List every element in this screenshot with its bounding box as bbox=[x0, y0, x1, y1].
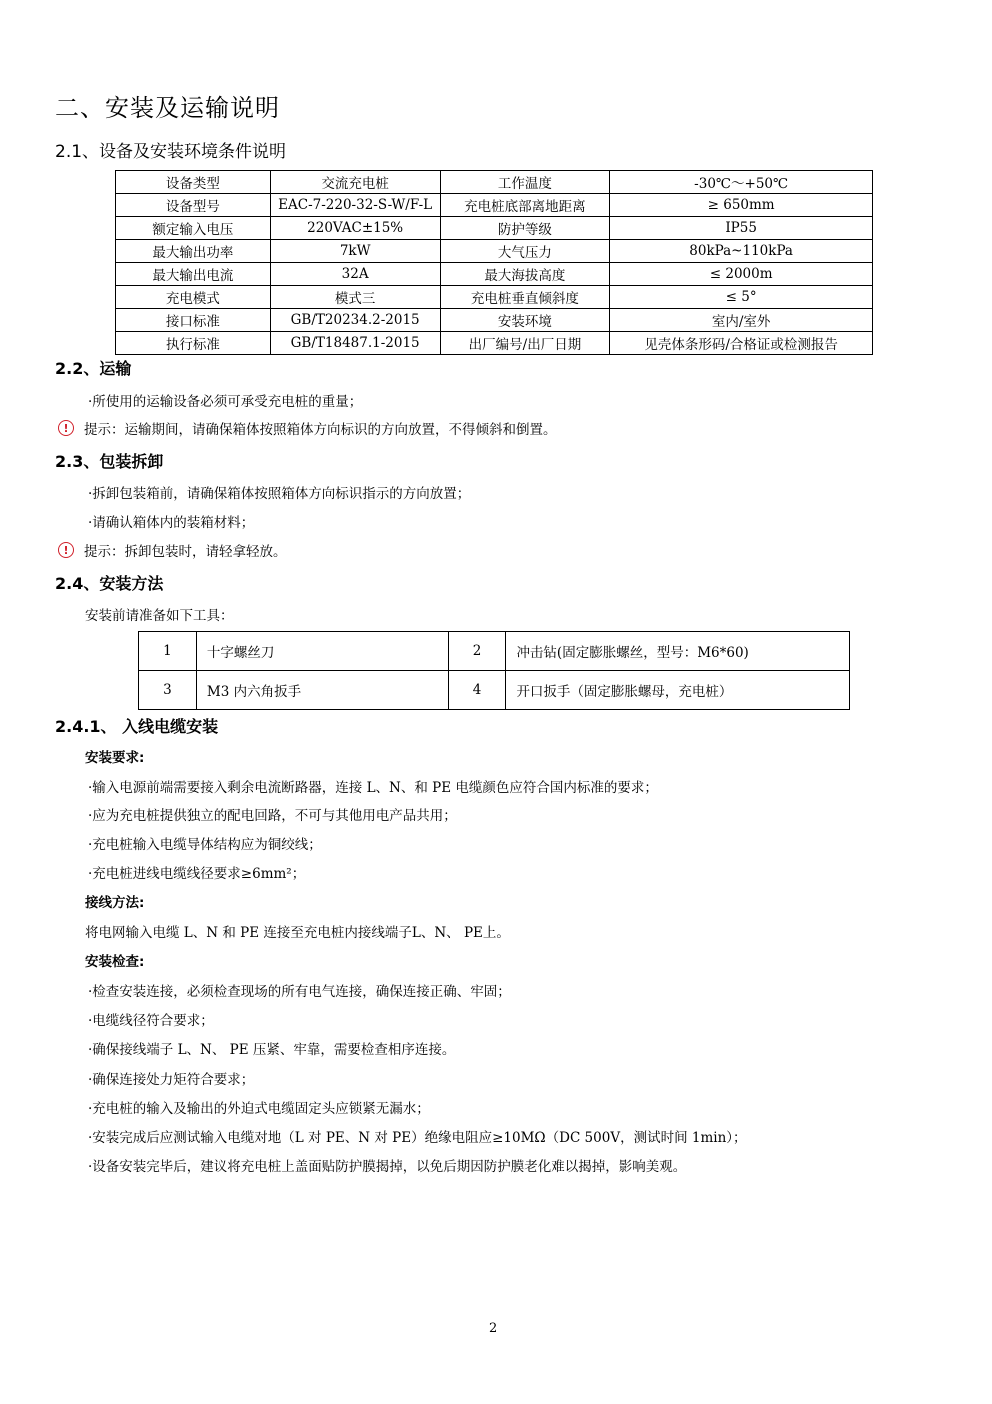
page-number: 2 bbox=[489, 1321, 498, 1336]
tool-name: 开口扳手（固定膨胀螺母，充电桩） bbox=[506, 671, 850, 710]
spec-cell: 工作温度 bbox=[440, 171, 610, 194]
spec-row bbox=[116, 286, 873, 309]
section-2-2-heading: 2.2、运输 bbox=[55, 359, 132, 378]
spec-cell: 最大海拔高度 bbox=[440, 263, 610, 286]
requirement-item: ·充电桩输入电缆导体结构应为铜绞线； bbox=[88, 837, 322, 853]
spec-cell: ≤ 5° bbox=[610, 286, 873, 309]
spec-cell: 设备型号 bbox=[116, 194, 271, 217]
section-2-3-heading: 2.3、包装拆卸 bbox=[55, 452, 164, 471]
spec-cell: 设备类型 bbox=[116, 171, 271, 194]
check-item: ·确保接线端子 L、N、 PE 压紧、牢靠，需要检查相序连接。 bbox=[88, 1042, 456, 1058]
spec-cell: ≥ 650mm bbox=[610, 194, 873, 217]
wiring-label: 接线方法: bbox=[85, 895, 145, 911]
spec-cell: 充电桩底部离地距离 bbox=[440, 194, 610, 217]
tool-name: 十字螺丝刀 bbox=[196, 632, 448, 671]
spec-cell: 80kPa~110kPa bbox=[610, 240, 873, 263]
section-2-4-heading: 2.4、安装方法 bbox=[55, 574, 164, 593]
spec-row bbox=[116, 240, 873, 263]
spec-cell: 大气压力 bbox=[440, 240, 610, 263]
requirement-item: ·输入电源前端需要接入剩余电流断路器，连接 L、N、和 PE 电缆颜色应符合国内标准的要求； bbox=[88, 780, 658, 796]
tools-table bbox=[138, 631, 850, 710]
check-item: ·确保连接处力矩符合要求； bbox=[88, 1072, 255, 1088]
section-2-1-heading: 2.1、设备及安装环境条件说明 bbox=[55, 142, 287, 162]
spec-cell: 防护等级 bbox=[440, 217, 610, 240]
spec-cell: IP55 bbox=[610, 217, 873, 240]
spec-cell: -30℃～+50℃ bbox=[610, 171, 873, 194]
tool-name: 冲击钻(固定膨胀螺丝，型号：M6*60) bbox=[506, 632, 850, 671]
tools-intro: 安装前请准备如下工具： bbox=[85, 608, 234, 624]
check-item: ·充电桩的输入及输出的外迫式电缆固定头应锁紧无漏水； bbox=[88, 1101, 430, 1117]
spec-row bbox=[116, 217, 873, 240]
wiring-text: 将电网输入电缆 L、N 和 PE 连接至充电桩内接线端子L、N、 PE上。 bbox=[85, 925, 510, 941]
spec-cell: EAC-7-220-32-S-W/F-L bbox=[270, 194, 440, 217]
spec-cell: 安装环境 bbox=[440, 309, 610, 332]
spec-cell: 最大输出电流 bbox=[116, 263, 271, 286]
unpack-bullet-1: ·拆卸包装箱前，请确保箱体按照箱体方向标识指示的方向放置； bbox=[88, 486, 471, 502]
section-2-4-1-heading: 2.4.1、 入线电缆安装 bbox=[55, 717, 219, 736]
spec-cell: 32A bbox=[270, 263, 440, 286]
spec-cell: 额定输入电压 bbox=[116, 217, 271, 240]
spec-cell: 充电桩垂直倾斜度 bbox=[440, 286, 610, 309]
spec-cell: 接口标准 bbox=[116, 309, 271, 332]
page-title: 二、安装及运输说明 bbox=[55, 94, 280, 122]
spec-cell: 室内/室外 bbox=[610, 309, 873, 332]
tool-row bbox=[139, 632, 850, 671]
check-label: 安装检查: bbox=[85, 954, 145, 970]
spec-row bbox=[116, 332, 873, 355]
check-item: ·设备安装完毕后，建议将充电桩上盖面贴防护膜揭掉，以免后期因防护膜老化难以揭掉，影响美观。 bbox=[88, 1159, 687, 1175]
spec-row bbox=[116, 263, 873, 286]
spec-cell: 7kW bbox=[270, 240, 440, 263]
requirement-item: ·应为充电桩提供独立的配电回路，不可与其他用电产品共用； bbox=[88, 808, 457, 824]
transport-bullet: ·所使用的运输设备必须可承受充电桩的重量； bbox=[88, 394, 363, 410]
tool-number: 3 bbox=[139, 671, 197, 710]
check-item: ·检查安装连接，必须检查现场的所有电气连接，确保连接正确、牢固； bbox=[88, 984, 511, 1000]
tool-row bbox=[139, 671, 850, 710]
spec-row bbox=[116, 309, 873, 332]
spec-cell: 出厂编号/出厂日期 bbox=[440, 332, 610, 355]
requirement-item: ·充电桩进线电缆线径要求≥6mm²； bbox=[88, 866, 306, 882]
tool-number: 2 bbox=[448, 632, 506, 671]
spec-cell: 充电模式 bbox=[116, 286, 271, 309]
spec-row bbox=[116, 194, 873, 217]
spec-cell: 最大输出功率 bbox=[116, 240, 271, 263]
spec-cell: 交流充电桩 bbox=[270, 171, 440, 194]
exclamation-circle-icon: ! bbox=[58, 542, 74, 558]
spec-cell: GB/T20234.2-2015 bbox=[270, 309, 440, 332]
unpack-warning-text: 提示：拆卸包装时，请轻拿轻放。 bbox=[84, 544, 287, 560]
check-item: ·安装完成后应测试输入电缆对地（L 对 PE、N 对 PE）绝缘电阻应≥10MΩ（DC 500V，测试时间 1min）； bbox=[88, 1130, 747, 1146]
spec-cell: GB/T18487.1-2015 bbox=[270, 332, 440, 355]
transport-warning bbox=[58, 418, 557, 438]
spec-cell: 模式三 bbox=[270, 286, 440, 309]
spec-cell: 见壳体条形码/合格证或检测报告 bbox=[610, 332, 873, 355]
exclamation-circle-icon: ! bbox=[58, 420, 74, 436]
spec-cell: ≤ 2000m bbox=[610, 263, 873, 286]
spec-row bbox=[116, 171, 873, 194]
tool-number: 1 bbox=[139, 632, 197, 671]
unpack-warning bbox=[58, 540, 287, 560]
transport-warning-text: 提示：运输期间，请确保箱体按照箱体方向标识的方向放置，不得倾斜和倒置。 bbox=[84, 422, 557, 438]
spec-cell: 220VAC±15% bbox=[270, 217, 440, 240]
tool-name: M3 内六角扳手 bbox=[196, 671, 448, 710]
unpack-bullet-2: ·请确认箱体内的装箱材料； bbox=[88, 515, 255, 531]
tool-number: 4 bbox=[448, 671, 506, 710]
check-item: ·电缆线径符合要求； bbox=[88, 1013, 214, 1029]
requirements-label: 安装要求: bbox=[85, 750, 145, 766]
spec-table bbox=[115, 170, 873, 355]
spec-cell: 执行标准 bbox=[116, 332, 271, 355]
